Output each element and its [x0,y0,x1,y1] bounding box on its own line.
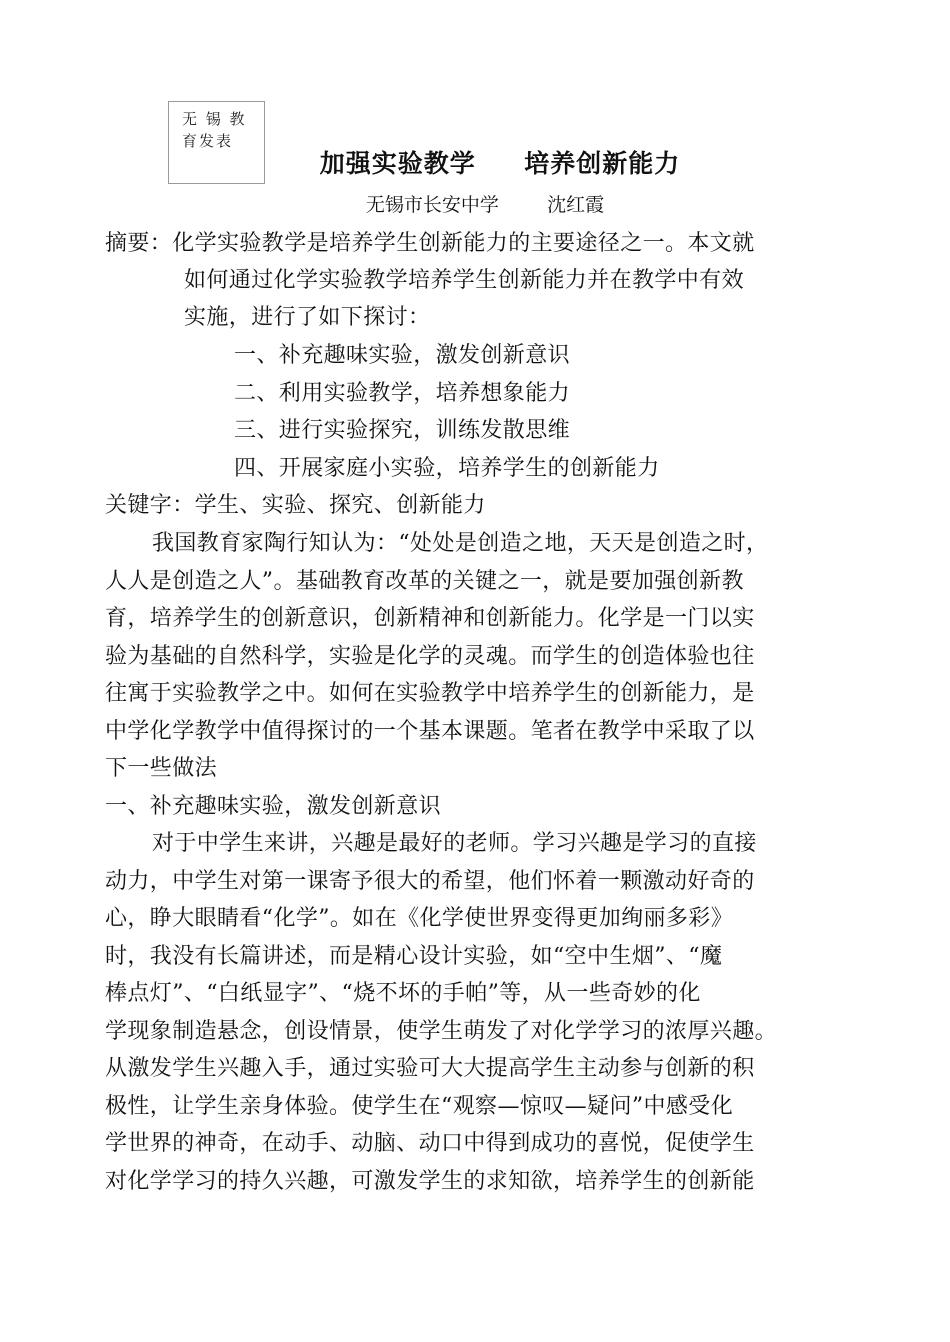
section1-line: 时，我没有长篇讲述，而是精心设计实验，如“空中生烟”、“魔 [105,944,723,969]
author-byline: 无锡市长安中学 沈红霞 [365,194,605,216]
section1-line: 心，睁大眼睛看“化学”。如在《化学使世界变得更加绚丽多彩》 [105,906,734,931]
section1-line: 对于中学生来讲，兴趣是最好的老师。学习兴趣是学习的直接 [152,831,757,856]
section1-line: 极性，让学生亲身体验。使学生在“观察—惊叹—疑问”中感受化 [105,1094,734,1119]
section1-line: 对化学学习的持久兴趣，可激发学生的求知欲，培养学生的创新能 [105,1169,755,1194]
intro-line: 下一些做法 [105,756,218,781]
abstract-line-1: 摘要：化学实验教学是培养学生创新能力的主要途径之一。本文就 [105,231,755,256]
abstract-line-3: 实施，进行了如下探讨： [184,305,431,330]
abstract-line-2: 如何通过化学实验教学培养学生创新能力并在教学中有效 [184,268,745,293]
intro-line: 验为基础的自然科学，实验是化学的灵魂。而学生的创造体验也往 [105,644,755,669]
abstract-point-2: 二、利用实验教学，培养想象能力 [234,381,571,406]
section1-line: 从激发学生兴趣入手，通过实验可大大提高学生主动参与创新的积 [105,1056,755,1081]
intro-line: 往寓于实验教学之中。如何在实验教学中培养学生的创新能力，是 [105,681,755,706]
section1-line: 动力，中学生对第一课寄予很大的希望，他们怀着一颗激动好奇的 [105,869,755,894]
keywords-line: 关键字：学生、实验、探究、创新能力 [105,493,486,518]
stamp-line-2: 育发表 [182,132,234,150]
section1-line: 棒点灯”、“白纸显字”、“烧不坏的手帕”等，从一些奇妙的化 [105,981,701,1006]
abstract-point-4: 四、开展家庭小实验，培养学生的创新能力 [234,456,660,481]
abstract-point-1: 一、补充趣味实验，激发创新意识 [234,343,571,368]
intro-line: 育，培养学生的创新意识，创新精神和创新能力。化学是一门以实 [105,606,755,631]
section1-line: 学现象制造悬念，创设情景，使学生萌发了对化学学习的浓厚兴趣。 [105,1019,778,1044]
abstract-point-3: 三、进行实验探究，训练发散思维 [234,418,571,443]
intro-line: 人人是创造之人”。基础教育改革的关键之一，就是要加强创新教 [105,569,744,594]
section-heading-1: 一、补充趣味实验，激发创新意识 [105,794,442,819]
stamp-line-1: 无 锡 教 [182,110,247,128]
document-title: 加强实验教学 培养创新能力 [319,149,681,178]
section1-line: 学世界的神奇，在动手、动脑、动口中得到成功的喜悦，促使学生 [105,1131,755,1156]
intro-line: 中学化学教学中值得探讨的一个基本课题。笔者在教学中采取了以 [105,719,755,744]
intro-line: 我国教育家陶行知认为：“处处是创造之地，天天是创造之时， [152,531,769,556]
